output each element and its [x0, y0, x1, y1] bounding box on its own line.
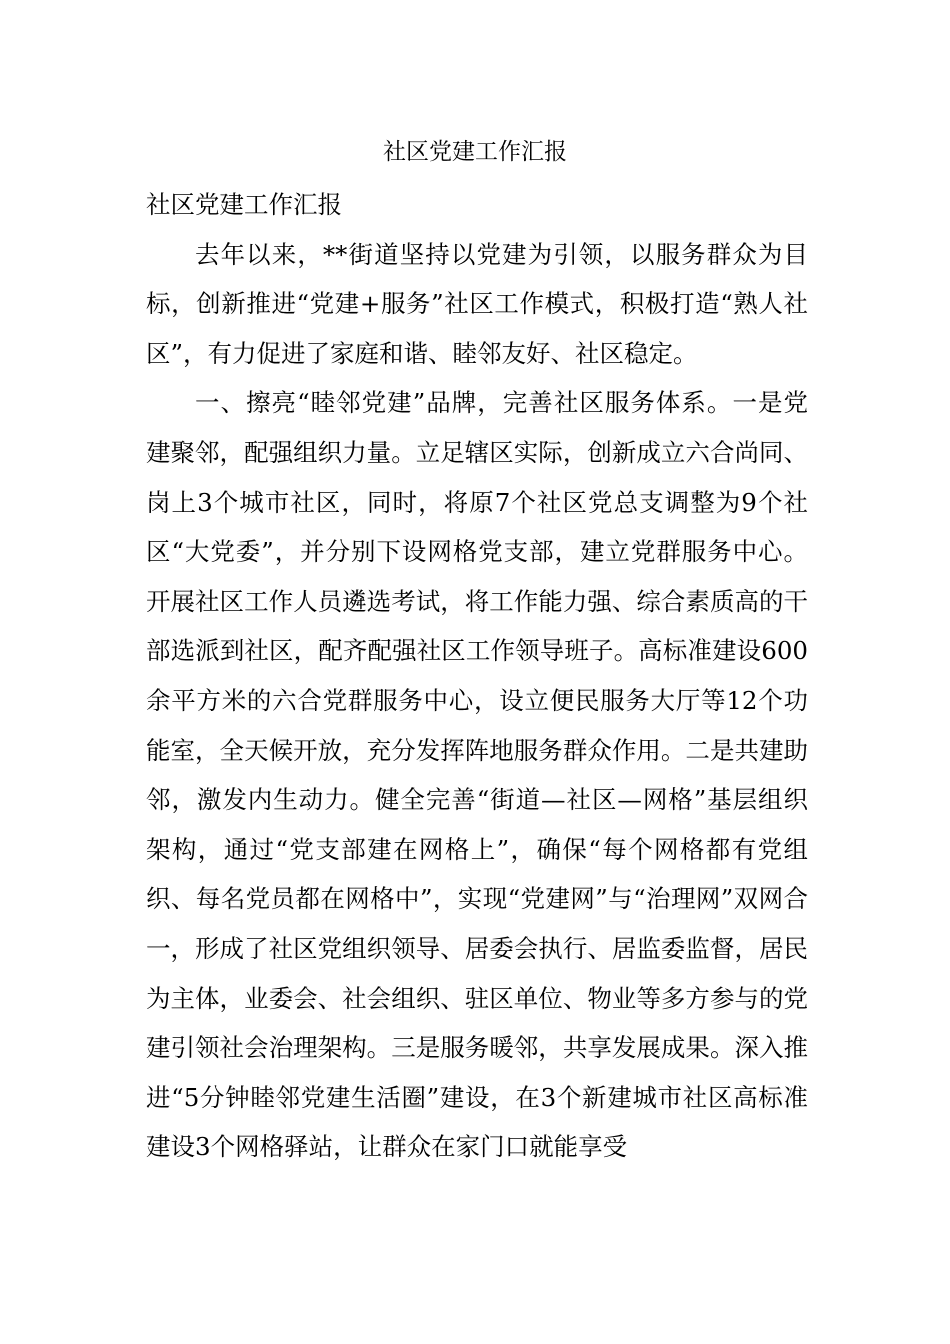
document-body — [146, 180, 808, 1172]
document-subtitle: 社区党建工作汇报 — [146, 190, 342, 219]
document-title: 社区党建工作汇报 — [383, 139, 567, 165]
paragraph-section-one: 一、擦亮“睦邻党建”品牌，完善社区服务体系。一是党建聚邻，配强组织力量。立足辖区实际，创新成立六合尚同、岗上3个城市社区，同时，将原7个社区党总支调整为9个社区“大党委”，并分别下设网格党支部，建立党群服务中心。开展社区工作人员遴选考试，将工作能力强、综合素质高的干部选派到社区，配齐配强社区工作领导班子。高标准建设600余平方米的六合党群服务中心，设立便民服务大厅等12个功能室，全天候开放，充分发挥阵地服务群众作用。二是共建助邻，激发内生动力。健全完善“街道—社区—网格”基层组织架构，通过“党支部建在网格上”，确保“每个网格都有党组织、每名党员都在网格中”，实现“党建网”与“治理网”双网合一，形成了社区党组织领导、居委会执行、居监委监督，居民为主体，业委会、社会组织、驻区单位、物业等多方参与的党建引领社会治理架构。三是服务暖邻，共享发展成果。深入推进“5分钟睦邻党建生活圈”建设，在3个新建城市社区高标准建设3个网格驿站，让群众在家门口就能享受 — [146, 388, 808, 1162]
paragraph-intro: 去年以来，**街道坚持以党建为引领，以服务群众为目标，创新推进“党建+服务”社区工作模式，积极打造“熟人社区”，有力促进了家庭和谐、睦邻友好、社区稳定。 — [146, 239, 808, 368]
